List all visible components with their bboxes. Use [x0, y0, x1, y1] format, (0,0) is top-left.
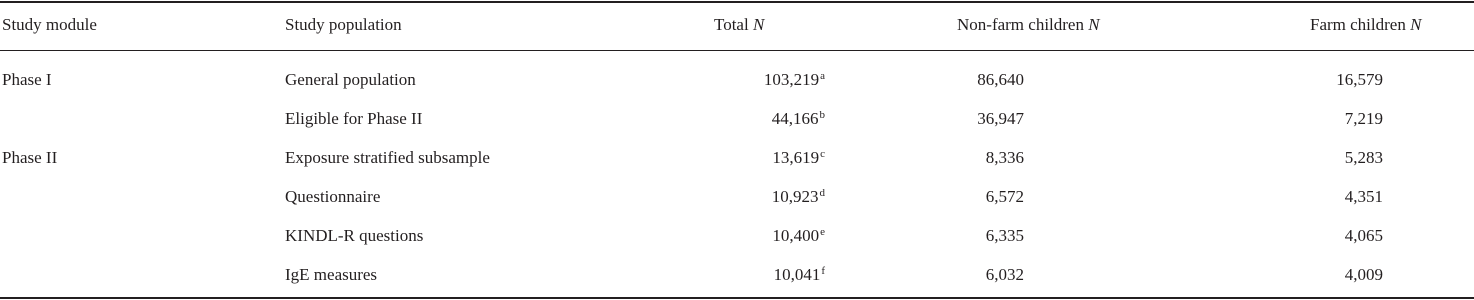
footnote-marker: e	[820, 226, 825, 238]
cell-total-n	[700, 262, 825, 288]
header-study-population: Study population	[285, 15, 402, 34]
cell-nonfarm-n: 6,335	[985, 226, 1024, 245]
header-farm-n-symbol: N	[1410, 15, 1422, 34]
total-value: 103,219	[763, 70, 820, 89]
table-row	[0, 67, 1474, 97]
cell-study-module: Phase II	[2, 148, 58, 167]
cell-farm-n: 4,009	[1344, 265, 1383, 284]
table-row	[0, 184, 1474, 214]
total-value: 13,619	[772, 148, 820, 167]
cell-study-population: General population	[285, 70, 416, 89]
cell-total-n	[700, 223, 825, 249]
cell-nonfarm-n: 6,572	[985, 187, 1024, 206]
cell-study-population: Exposure stratified subsample	[285, 148, 490, 167]
cell-total-n	[700, 184, 825, 210]
header-farm-label: Farm children	[1310, 15, 1411, 34]
cell-study-population: KINDL-R questions	[285, 226, 424, 245]
cell-total-n	[700, 106, 825, 132]
table-bottom-rule	[0, 297, 1474, 299]
cell-farm-n: 7,219	[1344, 109, 1383, 128]
cell-total-n	[700, 145, 825, 171]
cell-nonfarm-n: 6,032	[985, 265, 1024, 284]
table-row	[0, 223, 1474, 253]
table-top-rule	[0, 1, 1474, 3]
table-row	[0, 262, 1474, 292]
table-row	[0, 145, 1474, 175]
cell-total-n	[700, 67, 825, 93]
footnote-marker: c	[820, 148, 825, 160]
footnote-marker: d	[819, 187, 825, 199]
cell-nonfarm-n: 36,947	[977, 109, 1024, 128]
cell-study-population: Eligible for Phase II	[285, 109, 423, 128]
header-total-label: Total	[714, 15, 753, 34]
cell-farm-n: 4,065	[1344, 226, 1383, 245]
cell-study-module: Phase I	[2, 70, 52, 89]
table-header	[0, 12, 1474, 42]
cell-farm-n: 5,283	[1344, 148, 1383, 167]
header-study-module: Study module	[2, 15, 97, 34]
header-nonfarm-label: Non-farm children	[957, 15, 1089, 34]
cell-nonfarm-n: 86,640	[977, 70, 1024, 89]
header-farm-n	[1310, 12, 1421, 38]
footnote-marker: b	[819, 109, 825, 121]
table-header-rule	[0, 50, 1474, 51]
header-total-n	[714, 12, 874, 38]
cell-nonfarm-n: 8,336	[985, 148, 1024, 167]
total-value: 10,400	[772, 226, 820, 245]
header-nonfarm-n	[957, 12, 1157, 38]
table-row	[0, 106, 1474, 136]
header-total-n-symbol: N	[752, 15, 765, 34]
total-value: 10,923	[771, 187, 819, 206]
cell-farm-n: 16,579	[1336, 70, 1383, 89]
total-value: 10,041	[773, 265, 821, 284]
cell-study-population: IgE measures	[285, 265, 378, 284]
footnote-marker: f	[821, 265, 825, 277]
header-nonfarm-n-symbol: N	[1088, 15, 1100, 34]
cell-farm-n: 4,351	[1344, 187, 1383, 206]
footnote-marker: a	[820, 70, 825, 82]
total-value: 44,166	[771, 109, 819, 128]
cell-study-population: Questionnaire	[285, 187, 381, 206]
